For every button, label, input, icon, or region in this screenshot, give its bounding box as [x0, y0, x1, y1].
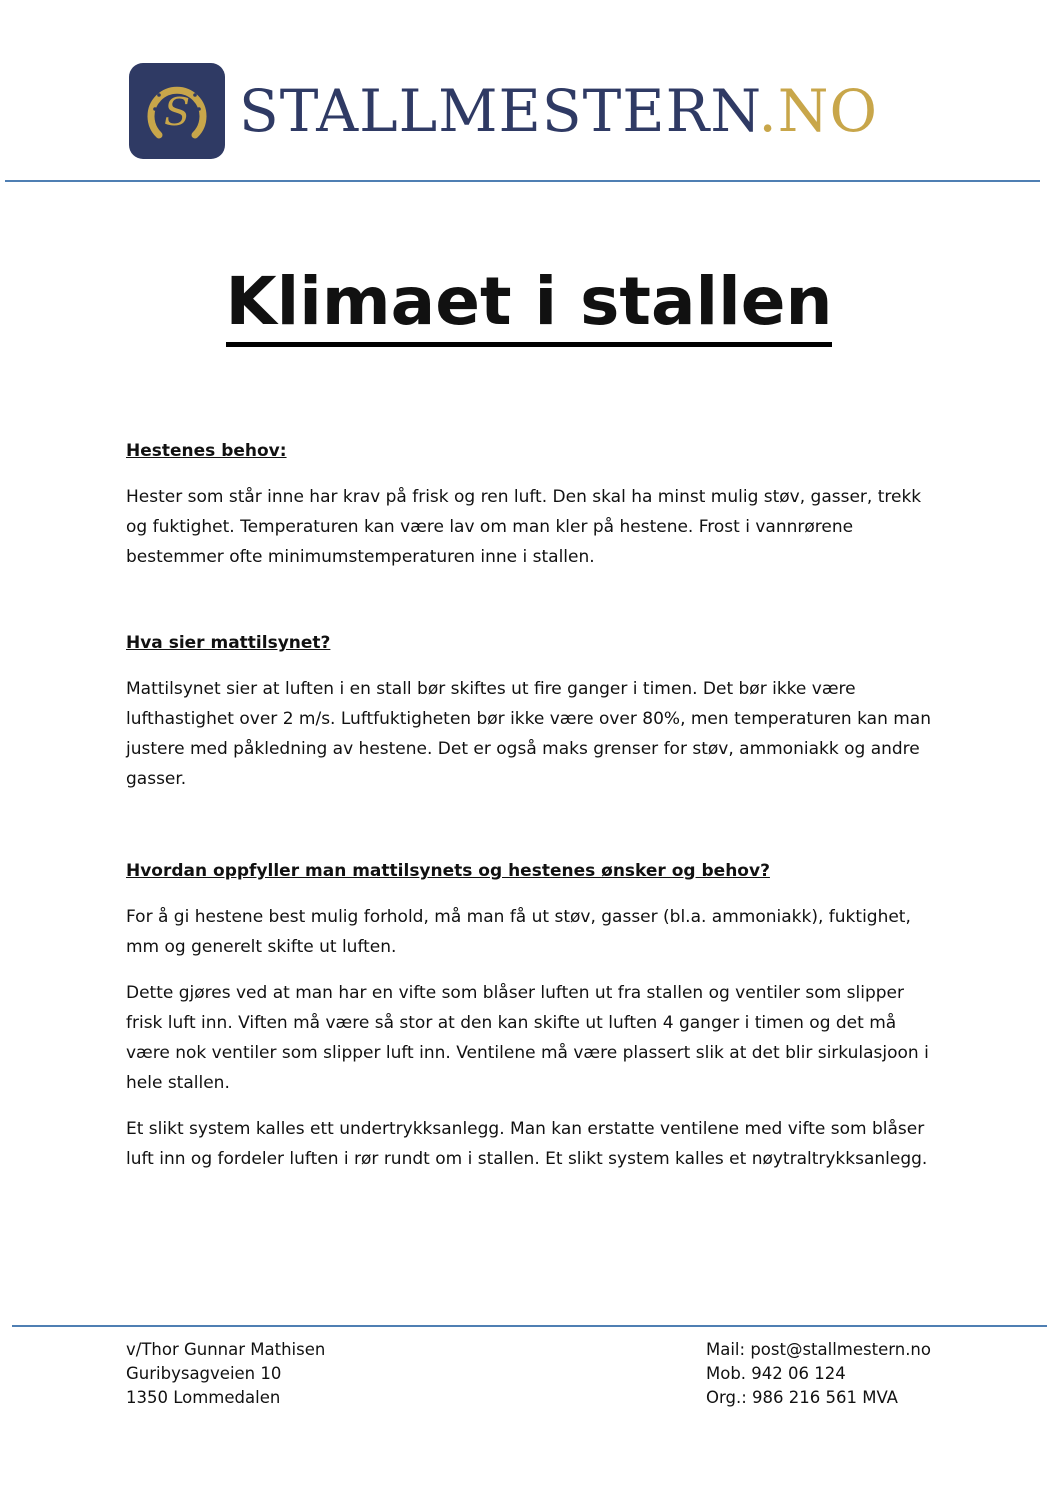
- footer-divider: [12, 1325, 1047, 1327]
- footer-address: [126, 1338, 325, 1410]
- horseshoe-icon: [137, 71, 217, 151]
- footer-org: Org.: 986 216 561 MVA: [706, 1388, 898, 1407]
- section-heading: Hva sier mattilsynet?: [126, 633, 331, 653]
- brand-wordmark: [239, 77, 879, 145]
- section-paragraph: Hester som står inne har krav på frisk og ren luft. Den skal ha minst mulig støv, gasser, trekk og fuktighet. Temperaturen kan være lav om man kler på hestene. Frost i vannrørene bestemmer ofte minimumstemperaturen inne i stallen.: [126, 487, 922, 567]
- section-paragraph: For å gi hestene best mulig forhold, må man få ut støv, gasser (bl.a. ammoniakk), fuktighet, mm og generelt skifte ut luften.: [126, 907, 911, 957]
- brand-logo: [129, 62, 878, 160]
- section-paragraph: Et slikt system kalles ett undertrykksanlegg. Man kan erstatte ventilene med vifte som blåser luft inn og fordeler luften i rør rundt om i stallen. Et slikt system kalles et nøytraltrykksanlegg.: [126, 1119, 928, 1169]
- brand-name-main: STALLMESTERN: [239, 77, 759, 145]
- footer-mobile: Mob. 942 06 124: [706, 1364, 846, 1383]
- section-paragraph: Mattilsynet sier at luften i en stall bør skiftes ut fire ganger i timen. Det bør ikke være lufthastighet over 2 m/s. Luftfuktigheten bør ikke være over 80%, men temperaturen kan man justere med påkledning av hestene. Det er også maks grenser for støv, ammoniakk og andre gasser.: [126, 679, 932, 789]
- section-heading: Hvordan oppfyller man mattilsynets og hestenes ønsker og behov?: [126, 861, 770, 881]
- logo-letter: S: [163, 90, 191, 134]
- footer-contact: [706, 1338, 931, 1410]
- section-heading: Hestenes behov:: [126, 441, 287, 461]
- section-paragraph: Dette gjøres ved at man har en vifte som blåser luften ut fra stallen og ventiler som slipper frisk luft inn. Viften må være så stor at den kan skifte ut luften 4 ganger i timen og det må være nok ventiler som slipper luft inn. Ventilene må være plassert slik at det blir sirkulasjoon i hele stallen.: [126, 983, 929, 1093]
- footer-contact-name: v/Thor Gunnar Mathisen: [126, 1340, 326, 1359]
- brand-name-suffix: .NO: [758, 77, 879, 145]
- section-hvordan-oppfyller: [126, 856, 936, 1174]
- page-title-text: Klimaet i stallen: [226, 263, 833, 347]
- horseshoe-logo-icon: [129, 63, 225, 159]
- footer-street: Guribysagveien 10: [126, 1364, 282, 1383]
- section-hestenes-behov: [126, 436, 936, 572]
- section-mattilsynet: [126, 628, 936, 794]
- footer-mail[interactable]: Mail: post@stallmestern.no: [706, 1340, 931, 1359]
- footer-city: 1350 Lommedalen: [126, 1388, 281, 1407]
- header-divider: [5, 180, 1040, 182]
- page-title: [0, 262, 1058, 341]
- document-body: [126, 436, 936, 1174]
